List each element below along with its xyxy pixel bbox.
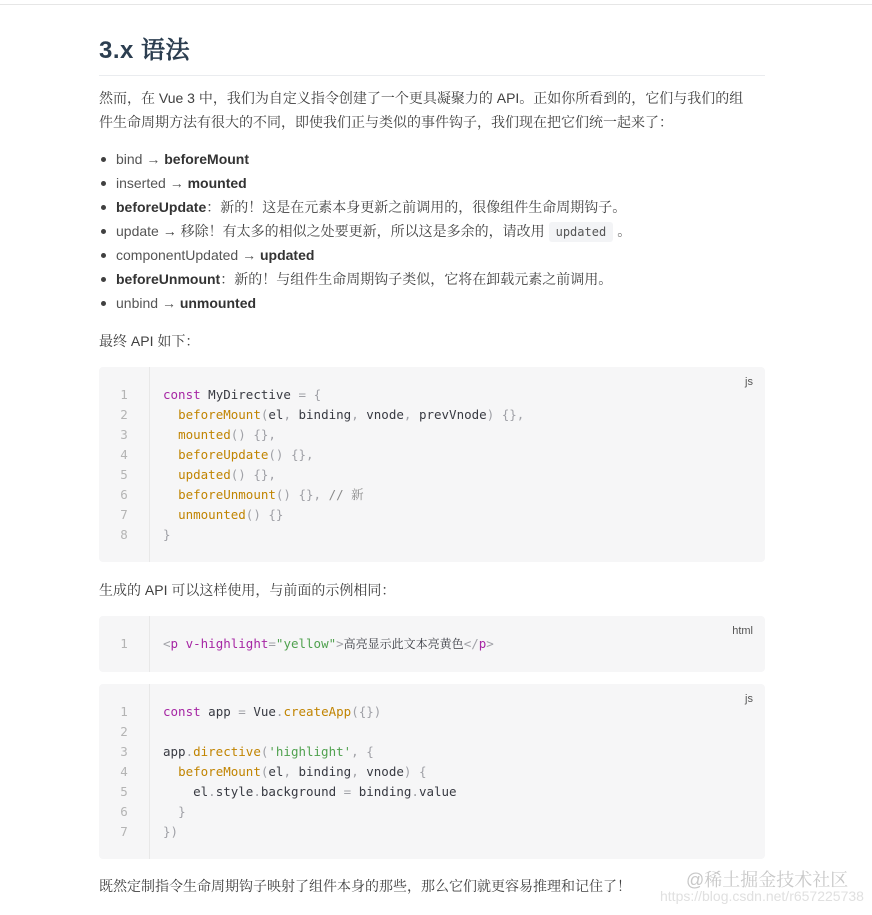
code-block-html: html 1 <p v-highlight="yellow">高亮显示此文本亮黄色</p> bbox=[99, 616, 765, 672]
language-label: js bbox=[745, 376, 753, 388]
language-label: html bbox=[732, 625, 753, 637]
list-item: componentUpdated → updated bbox=[99, 243, 765, 267]
hook-mapping-list bbox=[99, 147, 765, 315]
list-item: beforeUnmount：新的！与组件生命周期钩子类似，它将在卸载元素之前调用。 bbox=[99, 267, 765, 291]
watermark-community: @稀土掘金技术社区 bbox=[686, 870, 849, 890]
list-item: bind → beforeMount bbox=[99, 147, 765, 171]
section-heading: 3.x 语法 bbox=[99, 30, 765, 76]
top-divider bbox=[0, 4, 872, 5]
final-api-label: 最终 API 如下： bbox=[99, 333, 200, 349]
code-block-directive: js 1 const MyDirective = { 2 beforeMount(el, binding, vnode, prevVnode) {}, 3 mounted() {}, 4 beforeUpdate() {}, 5 updated() {}, 6 beforeUnmount() {}, // 新 7 unmounted() {} 8 } bbox=[99, 367, 765, 562]
conclusion-paragraph: 既然定制指令生命周期钩子映射了组件本身的那些，那么它们就更容易推理和记住了！ bbox=[99, 878, 631, 894]
code-block-app: js 1 const app = Vue.createApp({}) 2 3 app.directive('highlight', { 4 beforeMount(el, binding, vnode) { 5 el.style.background = binding.value 6 } 7 }) bbox=[99, 684, 765, 859]
language-label: js bbox=[745, 693, 753, 705]
list-item: update → 移除！有太多的相似之处要更新，所以这是多余的，请改用 updated 。 bbox=[99, 219, 765, 243]
list-item: inserted → mounted bbox=[99, 171, 765, 195]
inline-code: updated bbox=[549, 222, 614, 242]
intro-line-1: 然而，在 Vue 3 中，我们为自定义指令创建了一个更具凝聚力的 API。正如你所看到的，它们与我们的组 bbox=[99, 90, 744, 106]
list-item: unbind → unmounted bbox=[99, 291, 765, 315]
usage-label: 生成的 API 可以这样使用，与前面的示例相同： bbox=[99, 582, 396, 598]
intro-paragraph bbox=[99, 86, 769, 134]
intro-line-2: 件生命周期方法有很大的不同，即使我们正与类似的事件钩子，我们现在把它们统一起来了： bbox=[99, 114, 673, 130]
watermark-url: https://blog.csdn.net/r657225738 bbox=[660, 888, 864, 904]
list-item: beforeUpdate：新的！这是在元素本身更新之前调用的，很像组件生命周期钩子。 bbox=[99, 195, 765, 219]
